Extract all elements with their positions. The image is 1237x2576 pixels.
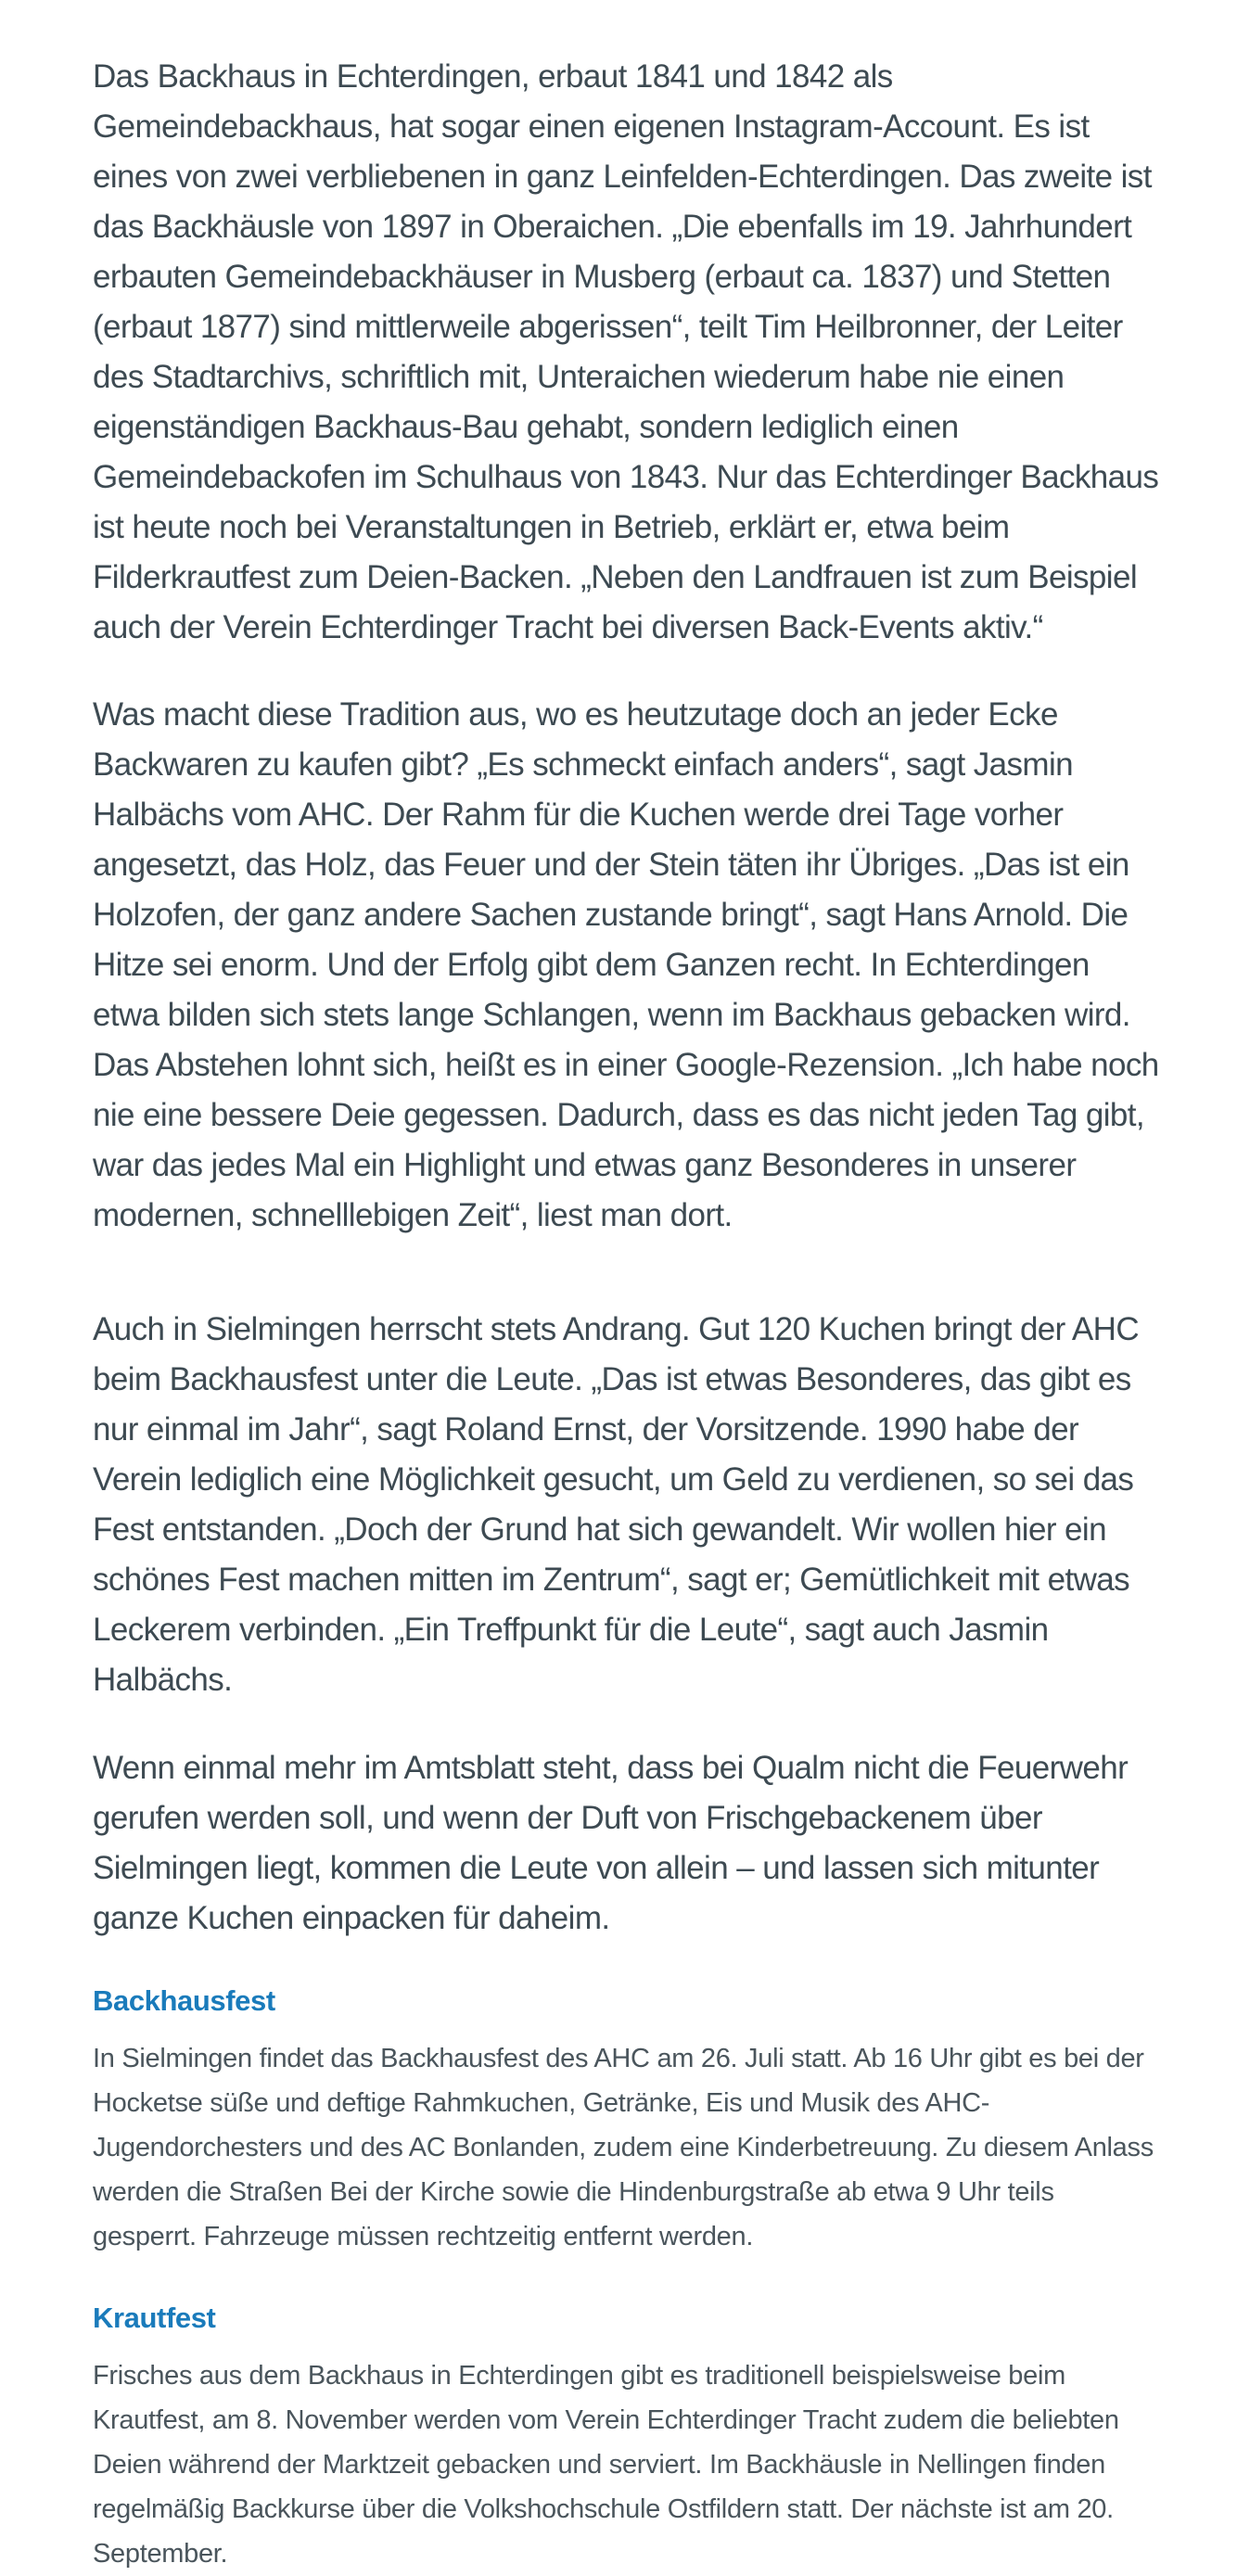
article-paragraph-2: Was macht diese Tradition aus, wo es heutzutage doch an jeder Ecke Backwaren zu kaufen gibt? „Es schmeckt einfach anders“, sagt Jasmin Halbächs vom AHC. Der Rahm für die Kuchen werde drei Tage vorher angesetzt, das Holz, das Feuer und der Stein täten ihr Übriges. „Das ist ein Holzofen, der ganz andere Sachen zustande bringt“, sagt Hans Arnold. Die Hitze sei enorm. Und der Erfolg gibt dem Ganzen recht. In Echterdingen etwa bilden sich stets lange Schlangen, wenn im Backhaus gebacken wird. Das Abstehen lohnt sich, heißt es in einer Google-Rezension. „Ich habe noch nie eine bessere Deie gegessen. Dadurch, dass es das nicht jeden Tag gibt, war das jedes Mal ein Highlight und etwas ganz Besonderes in unserer modernen, schnelllebigen Zeit“, liest man dort. xyxy=(93,696,1159,1233)
infobox-backhausfest xyxy=(93,1983,1159,2259)
infobox-text-krautfest: Frisches aus dem Backhaus in Echterdingen gibt es traditionell beispielsweise beim Krautfest, am 8. November werden vom Verein Echterdinger Tracht zudem die beliebten Deien während der Marktzeit gebacken und serviert. Im Backhäusle in Nellingen finden regelmäßig Backkurse über die Volkshochschule Ostfildern statt. Der nächste ist am 20. September. xyxy=(93,2361,1119,2569)
article-paragraph-4: Wenn einmal mehr im Amtsblatt steht, dass bei Qualm nicht die Feuerwehr gerufen werden soll, und wenn der Duft von Frischgebackenem über Sielmingen liegt, kommen die Leute von allein – und lassen sich mitunter ganze Kuchen einpacken für daheim. xyxy=(93,1750,1129,1936)
article-body xyxy=(93,52,1159,2576)
infobox-heading-backhausfest: Backhausfest xyxy=(93,1984,275,2017)
infobox-krautfest xyxy=(93,2300,1159,2576)
article-paragraph-3: Auch in Sielmingen herrscht stets Andrang. Gut 120 Kuchen bringt der AHC beim Backhausfest unter die Leute. „Das ist etwas Besonderes, das gibt es nur einmal im Jahr“, sagt Roland Ernst, der Vorsitzende. 1990 habe der Verein lediglich eine Möglichkeit gesucht, um Geld zu verdienen, so sei das Fest entstanden. „Doch der Grund hat sich gewandelt. Wir wollen hier ein schönes Fest machen mitten im Zentrum“, sagt er; Gemütlichkeit mit etwas Leckerem verbinden. „Ein Treffpunkt für die Leute“, sagt auch Jasmin Halbächs. xyxy=(93,1311,1140,1698)
infobox-text-backhausfest: In Sielmingen findet das Backhausfest des AHC am 26. Juli statt. Ab 16 Uhr gibt es bei der Hocketse süße und deftige Rahmkuchen, Getränke, Eis und Musik des AHC-Jugendorchesters und des AC Bonlanden, zudem eine Kinderbetreuung. Zu diesem Anlass werden die Straßen Bei der Kirche sowie die Hindenburgstraße ab etwa 9 Uhr teils gesperrt. Fahrzeuge müssen rechtzeitig entfernt werden. xyxy=(93,2044,1154,2251)
infobox-heading-krautfest: Krautfest xyxy=(93,2302,216,2334)
article-paragraph-1: Das Backhaus in Echterdingen, erbaut 1841 und 1842 als Gemeindebackhaus, hat sogar einen eigenen Instagram-Account. Es ist eines von zwei verbliebenen in ganz Leinfelden-Echterdingen. Das zweite ist das Backhäusle von 1897 in Oberaichen. „Die ebenfalls im 19. Jahrhundert erbauten Gemeindebackhäuser in Musberg (erbaut ca. 1837) und Stetten (erbaut 1877) sind mittlerweile abgerissen“, teilt Tim Heilbronner, der Leiter des Stadtarchivs, schriftlich mit, Unteraichen wiederum habe nie einen eigenständigen Backhaus-Bau gehabt, sondern lediglich einen Gemeindebackofen im Schulhaus von 1843. Nur das Echterdinger Backhaus ist heute noch bei Veranstaltungen in Betrieb, erklärt er, etwa beim Filderkrautfest zum Deien-Backen. „Neben den Landfrauen ist zum Beispiel auch der Verein Echterdinger Tracht bei diversen Back-Events aktiv.“ xyxy=(93,58,1159,645)
